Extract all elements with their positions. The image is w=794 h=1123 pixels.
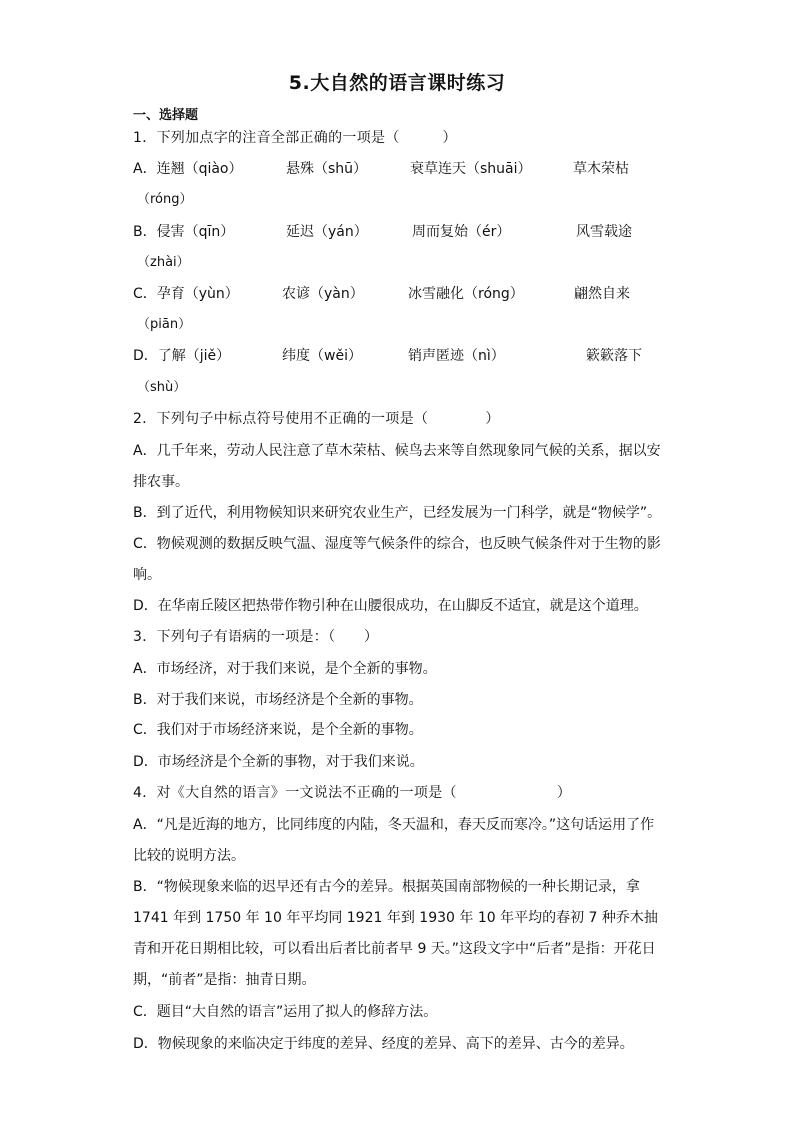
question-4-stem: 4．对《大自然的语言》一文说法不正确的一项是（ ） [133,785,572,801]
q1-option-a-wrap: （róng） [137,192,193,207]
q4-option-a: A．“凡是近海的地方，比同纬度的内陆，冬天温和，春天反而寒冷。”这句话运用了作比较的说明方法。 [133,817,655,864]
q1-option-c-4: 翩然自来 [574,286,630,302]
q1-option-c-3: 冰雪融化（róng） [408,286,524,302]
q1-option-a-3: 衰草连天（shuāi） [410,161,532,177]
question-3-stem: 3．下列句子有语病的一项是：（ ） [133,629,379,645]
question-2-stem: 2．下列句子中标点符号使用不正确的一项是（ ） [133,411,500,427]
q1-option-b-2: 延迟（yán） [286,224,368,240]
section-heading: 一、选择题 [133,108,199,123]
q4-option-b: B．“物候现象来临的迟早还有古今的差异。根据英国南部物候的一种长期记录，拿 1741 年到 1750 年 10 年平均同 1921 年到 1930 年 10 年平均的春初 7 种乔木抽青和开花日期相比较，可以看出后者比前者早 9 天。”这段文字中“后者”是指：开花日期，“前者”是指：抽青日期。 [133,879,658,988]
q1-option-d-wrap: （shù） [137,380,187,395]
q2-option-b: B．到了近代，利用物候知识来研究农业生产，已经发展为一门科学，就是“物候学”。 [133,505,662,521]
q2-option-c: C．物候观测的数据反映气温、湿度等气候条件的综合，也反映气候条件对于生物的影响。 [133,536,661,583]
q1-option-d-1: D．了解（jiě） [133,348,231,364]
q2-option-d: D．在华南丘陵区把热带作物引种在山腰很成功，在山脚反不适宜，就是这个道理。 [133,598,648,614]
q1-option-a-2: 悬殊（shū） [286,161,368,177]
q1-option-d-2: 纬度（wěi） [282,348,362,364]
question-1-stem: 1．下列加点字的注音全部正确的一项是（ ） [133,130,457,146]
q1-option-b-3: 周而复始（ér） [412,224,511,240]
q1-option-c-1: C．孕育（yùn） [133,286,239,302]
q3-option-a: A．市场经济，对于我们来说，是个全新的事物。 [133,661,437,677]
q2-option-a: A．几千年来，劳动人民注意了草木荣枯、候鸟去来等自然现象同气候的关系，据以安排农事。 [133,443,661,490]
q1-option-a-4: 草木荣枯 [573,161,629,177]
q1-option-d-3: 销声匿迹（nì） [408,348,505,364]
q1-option-a-1: A．连翘（qiào） [133,161,243,177]
q1-option-c-wrap: （piān） [137,317,192,332]
q1-option-b-4: 风雪载途 [576,224,632,240]
page-title: 5.大自然的语言课时练习 [288,72,506,94]
q1-option-d-4: 簌簌落下 [586,348,642,364]
q3-option-c: C．我们对于市场经济来说，是个全新的事物。 [133,722,423,738]
q4-option-c: C．题目“大自然的语言”运用了拟人的修辞方法。 [133,1004,438,1020]
q1-option-b-wrap: （zhài） [137,255,190,270]
q3-option-b: B．对于我们来说，市场经济是个全新的事物。 [133,692,423,708]
q1-option-c-2: 农谚（yàn） [282,286,364,302]
q3-option-d: D．市场经济是个全新的事物，对于我们来说。 [133,754,424,770]
q4-option-d: D．物候现象的来临决定于纬度的差异、经度的差异、高下的差异、古今的差异。 [133,1036,634,1052]
q1-option-b-1: B．侵害（qīn） [133,224,235,240]
